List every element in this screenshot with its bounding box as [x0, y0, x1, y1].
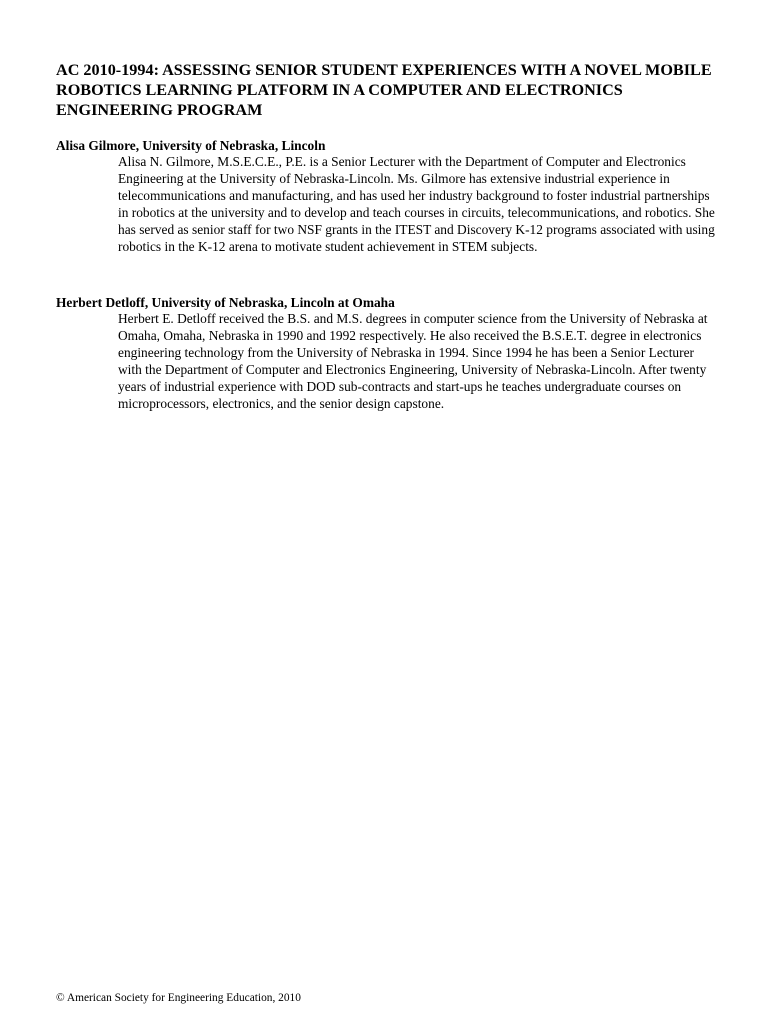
author-bio: Herbert E. Detloff received the B.S. and M.S. degrees in computer science from the University of Nebraska at Omaha, Omaha, Nebraska in 1990 and 1992 respectively. He also received the B.S.E.T. degree in electronics engineering technology from the University of Nebraska in 1994. Since 1994 he has been a Senior Lecturer with the Department of Computer and Electronics Engineering, University of Nebraska-Lincoln. After twenty years of industrial experience with DOD sub-contracts and start-ups he teaches undergraduate courses on microprocessors, electronics, and the senior design capstone.: [118, 311, 708, 411]
author-name: Herbert Detloff, University of Nebraska, Lincoln at Omaha: [56, 295, 395, 310]
paper-title: AC 2010-1994: ASSESSING SENIOR STUDENT EXPERIENCES WITH A NOVEL MOBILE ROBOTICS LEARNING PLATFORM IN A COMPUTER AND ELECTRONICS ENGINEERING PROGRAM: [56, 61, 712, 119]
author-block-gilmore: [56, 137, 716, 255]
author-name: Alisa Gilmore, University of Nebraska, Lincoln: [56, 138, 326, 153]
author-bio: Alisa N. Gilmore, M.S.E.C.E., P.E. is a Senior Lecturer with the Department of Computer and Electronics Engineering at the University of Nebraska-Lincoln. Ms. Gilmore has extensive industrial experience in telecommunications and manufacturing, and has used her industry background to foster industrial partnerships in robotics at the university and to develop and teach courses in circuits, telecommunications, and robotics. She has served as senior staff for two NSF grants in the ITEST and Discovery K-12 programs associated with using robotics in the K-12 arena to motivate student achievement in STEM subjects.: [118, 154, 715, 254]
author-block-detloff: [56, 294, 716, 412]
copyright-footer: © American Society for Engineering Education, 2010: [56, 992, 301, 1004]
